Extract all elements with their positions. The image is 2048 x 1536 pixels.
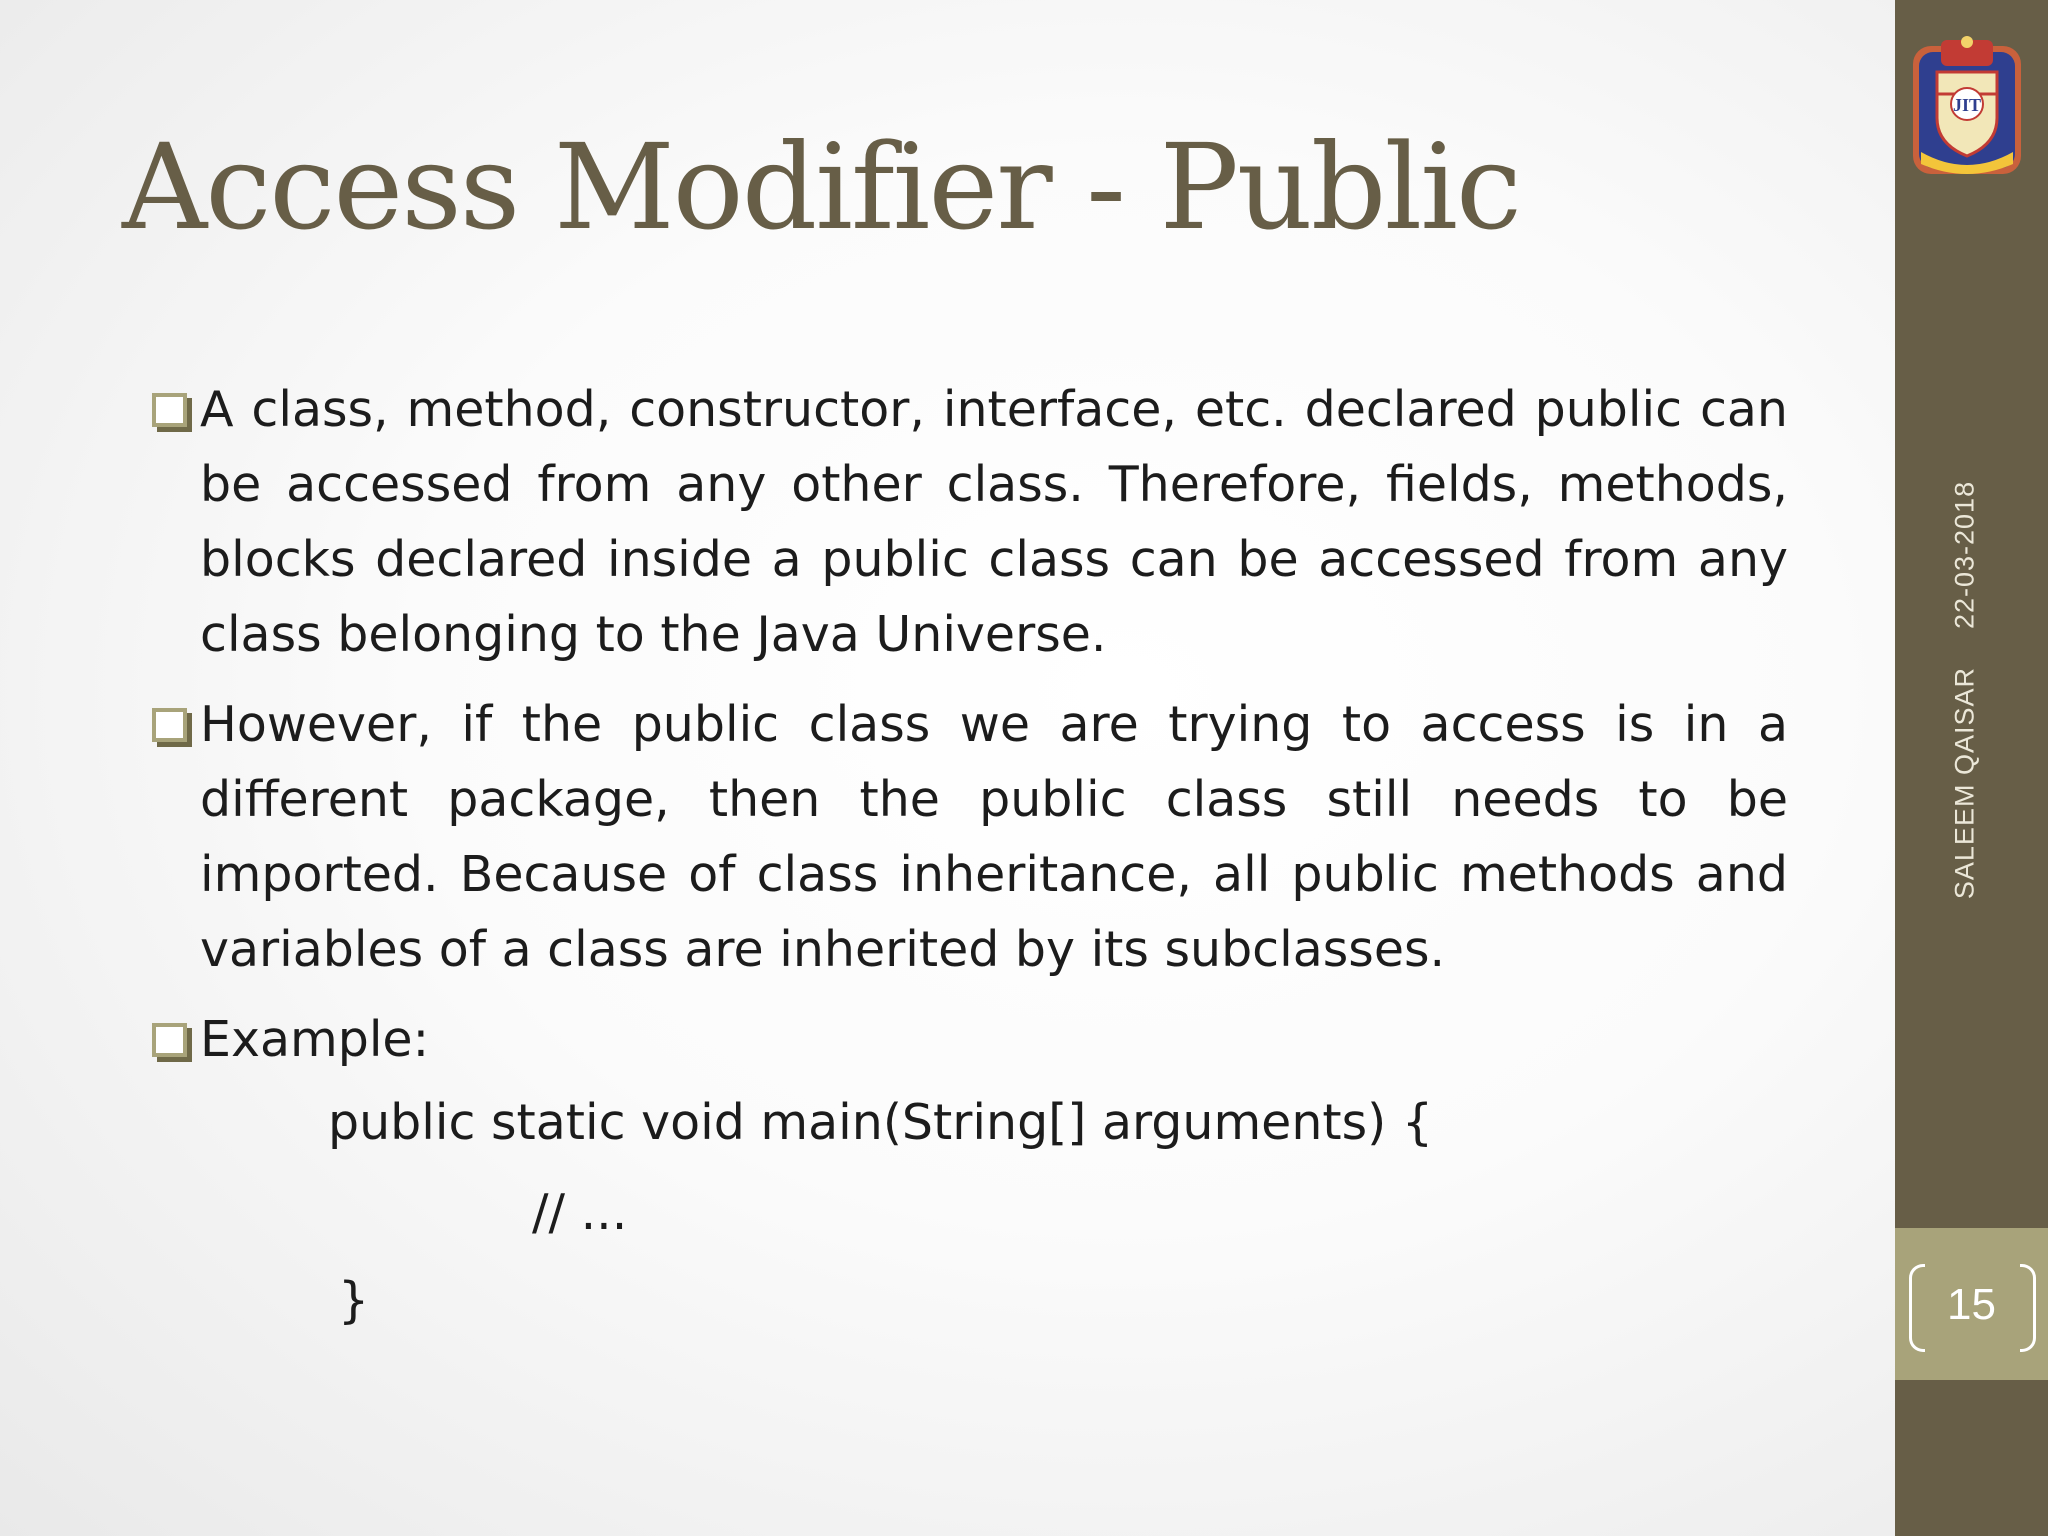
slide-date: 22-03-2018 bbox=[1949, 480, 1980, 630]
footer-vertical-text bbox=[1950, 481, 1981, 899]
code-line: } bbox=[338, 1272, 370, 1329]
bullet-item bbox=[152, 372, 1788, 672]
square-bullet-icon bbox=[152, 1023, 187, 1057]
slide-title: Access Modifier - Public bbox=[122, 118, 1521, 256]
bullet-list bbox=[152, 372, 1788, 1077]
page-number: 15 bbox=[1947, 1280, 1996, 1329]
code-line: public static void main(String[] arguments) { bbox=[328, 1094, 1433, 1151]
code-line: // ... bbox=[532, 1184, 628, 1241]
square-bullet-icon bbox=[152, 393, 187, 427]
author-name: SALEEM QAISAR bbox=[1949, 667, 1980, 900]
bullet-text: Example: bbox=[200, 1011, 430, 1068]
bullet-text: However, if the public class we are trying to access is in a different package, then the public class still needs to be imported. Because of class inheritance, all public methods and variables of a class are inherited by its subclasses. bbox=[200, 696, 1788, 978]
page-number-box bbox=[1895, 1228, 2048, 1380]
college-crest-logo bbox=[1911, 32, 2023, 176]
square-bullet-icon bbox=[152, 708, 187, 742]
bullet-item bbox=[152, 1002, 1788, 1077]
logo-text: JIT bbox=[1952, 95, 1982, 115]
bullet-item bbox=[152, 687, 1788, 987]
bullet-text: A class, method, constructor, interface, etc. declared public can be accessed from any other class. Therefore, fields, methods, blocks declared inside a public class can be accessed from any class belonging to the Java Universe. bbox=[200, 381, 1788, 663]
